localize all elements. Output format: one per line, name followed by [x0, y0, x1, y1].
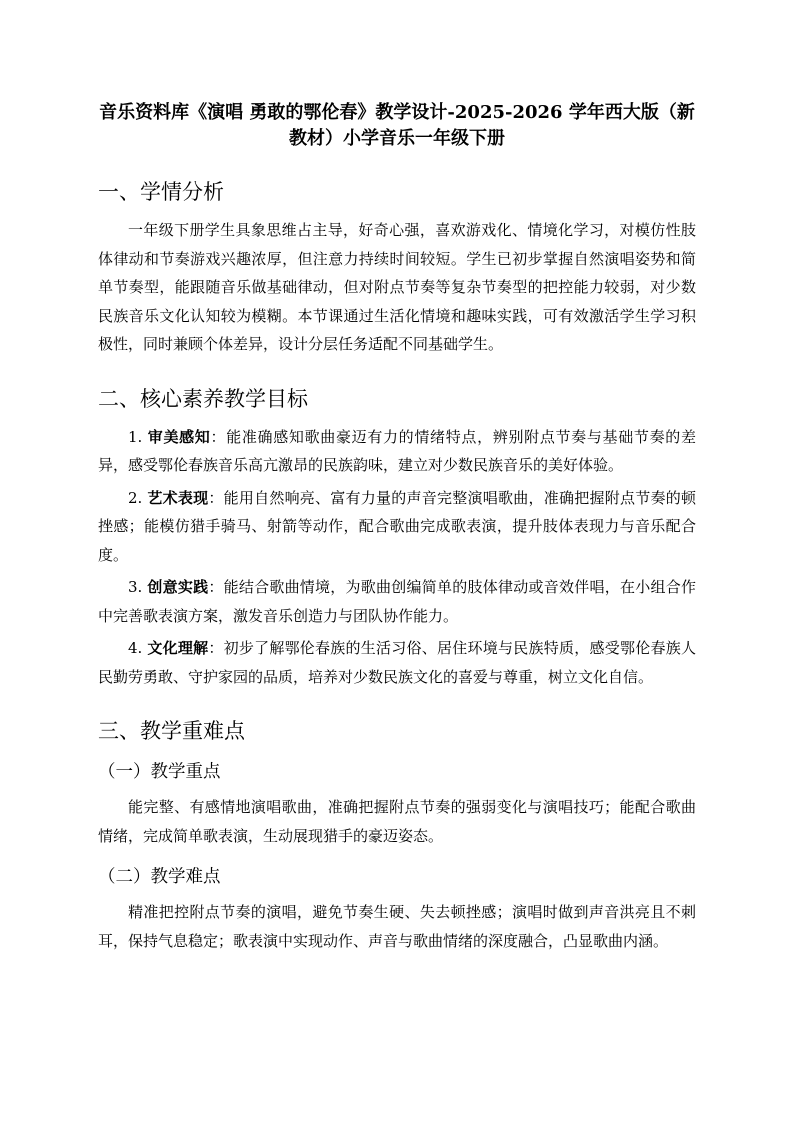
objective-separator: ： — [208, 488, 224, 507]
subsection-heading-difficulties: （二）教学难点 — [98, 867, 221, 887]
objective-text: 能结合歌曲情境，为歌曲创编简单的肢体律动或音效伴唱，在小组合作中完善歌表演方案，激发音乐创造力与团队协作能力。 — [98, 578, 696, 625]
subsection-heading-key-points: （一）教学重点 — [98, 762, 221, 782]
objective-separator: ： — [210, 427, 227, 446]
objective-number: 3. — [128, 578, 143, 596]
section-spacer — [98, 695, 696, 717]
objective-item — [98, 573, 696, 630]
section-heading-learning-analysis: 一、学情分析 — [98, 180, 224, 204]
objective-separator: ： — [208, 639, 224, 657]
objective-number: 4. — [128, 639, 143, 657]
objective-item — [98, 484, 696, 570]
difficulties-paragraph: 精准把控附点节奏的演唱，避免节奏生硬、失去顿挫感；演唱时做到声音洪亮且不刺耳，保持气息稳定；歌表演中实现动作、声音与歌曲情绪的深度融合，凸显歌曲内涵。 — [98, 903, 696, 950]
objective-item — [98, 423, 696, 480]
learning-analysis-paragraph: 一年级下册学生具象思维占主导，好奇心强，喜欢游戏化、情境化学习，对模仿性肢体律动和节奏游戏兴趣浓厚，但注意力持续时间较短。学生已初步掌握自然演唱姿势和简单节奏型，能跟随音乐做基础律动，但对附点节奏等复杂节奏型的把控能力较弱，对少数民族音乐文化认知较为模糊。本节课通过生活化情境和趣味实践，可有效激活学生学习积极性，同时兼顾个体差异，设计分层任务适配不同基础学生。 — [98, 221, 696, 353]
objective-key: 审美感知 — [147, 427, 211, 446]
objective-item — [98, 634, 696, 691]
objective-key: 创意实践 — [147, 578, 209, 596]
objective-separator: ： — [208, 578, 224, 596]
document-title: 音乐资料库《演唱 勇敢的鄂伦春》教学设计-2025-2026 学年西大版（新教材）小学音乐一年级下册 — [99, 102, 695, 149]
objective-key: 文化理解 — [147, 639, 209, 657]
objective-text: 初步了解鄂伦春族的生活习俗、居住环境与民族特质，感受鄂伦春族人民勤劳勇敢、守护家园的品质，培养对少数民族文化的喜爱与尊重，树立文化自信。 — [98, 639, 696, 686]
section-heading-objectives: 二、核心素养教学目标 — [98, 386, 308, 411]
objective-text: 能准确感知歌曲豪迈有力的情绪特点，辨别附点节奏与基础节奏的差异，感受鄂伦春族音乐高亢激昂的民族韵味，建立对少数民族音乐的美好体验。 — [98, 427, 696, 474]
objective-text: 能用自然响亮、富有力量的声音完整演唱歌曲，准确把握附点节奏的顿挫感；能模仿猎手骑马、射箭等动作，配合歌曲完成歌表演，提升肢体表现力与音乐配合度。 — [98, 488, 696, 564]
section-heading-key-points: 三、教学重难点 — [98, 719, 245, 743]
objective-number: 1. — [128, 427, 143, 446]
section-spacer — [98, 363, 696, 385]
key-points-paragraph: 能完整、有感情地演唱歌曲，准确把握附点节奏的强弱变化与演唱技巧；能配合歌曲情绪，完成简单歌表演，生动展现猎手的豪迈姿态。 — [98, 798, 696, 845]
objective-key: 艺术表现 — [147, 488, 209, 507]
objective-number: 2. — [128, 488, 143, 507]
